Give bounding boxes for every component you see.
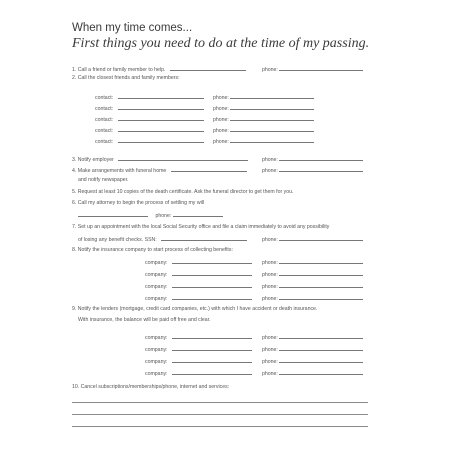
ssa-phone-field[interactable]	[279, 235, 363, 241]
lender-company-row: company:	[145, 345, 252, 354]
contact-phone-field[interactable]	[230, 93, 314, 99]
ssn-field[interactable]	[161, 235, 247, 241]
subscriptions-line[interactable]	[72, 414, 368, 415]
item-1-phone: phone:	[262, 65, 363, 74]
lender-company-row: company:	[145, 333, 252, 342]
item-5: 5. Request at least 10 copies of the death certificate. Ask the funeral director to get them for you.	[72, 189, 294, 195]
form-subtitle: First things you need to do at the time of my passing.	[72, 36, 370, 51]
item-1: 1. Call a friend or family member to help.	[72, 65, 246, 74]
contact-row: contact:	[95, 115, 204, 124]
contact-phone-field[interactable]	[230, 137, 314, 143]
attorney-field[interactable]	[78, 211, 148, 217]
item-4-continued: and notify newspaper.	[78, 177, 129, 183]
lender-phone-row: phone:	[262, 357, 363, 366]
lender-company-row: company:	[145, 369, 252, 378]
funeral-home-phone-field[interactable]	[279, 166, 363, 172]
lender-company-field[interactable]	[172, 333, 252, 339]
employer-phone-field[interactable]	[279, 155, 363, 161]
contact-phone-field[interactable]	[230, 126, 314, 132]
contact-field[interactable]	[118, 115, 204, 121]
item-7: 7. Set up an appointment with the local Social Security office and file a claim immediately to avoid any possibility	[72, 224, 330, 230]
item-8: 8. Notify the insurance company to start process of collecting benefits:	[72, 247, 233, 253]
insurance-phone-field[interactable]	[279, 294, 363, 300]
attorney-row: phone:	[78, 211, 223, 220]
item-3: 3. Notify employer	[72, 155, 248, 164]
lender-phone-field[interactable]	[279, 357, 363, 363]
insurance-company-field[interactable]	[172, 294, 252, 300]
contact-row: contact:	[95, 93, 204, 102]
insurance-company-field[interactable]	[172, 270, 252, 276]
contact-row: contact:	[95, 126, 204, 135]
insurance-phone-field[interactable]	[279, 282, 363, 288]
subscriptions-line[interactable]	[72, 402, 368, 403]
insurance-company-row: company:	[145, 258, 252, 267]
item-9-continued: With insurance, the balance will be paid off free and clear.	[78, 317, 211, 323]
insurance-phone-field[interactable]	[279, 270, 363, 276]
insurance-company-field[interactable]	[172, 282, 252, 288]
lender-company-field[interactable]	[172, 357, 252, 363]
insurance-phone-row: phone:	[262, 258, 363, 267]
lender-phone-field[interactable]	[279, 333, 363, 339]
lender-company-field[interactable]	[172, 345, 252, 351]
contact-phone-field[interactable]	[230, 115, 314, 121]
attorney-phone-field[interactable]	[173, 211, 223, 217]
lender-phone-row: phone:	[262, 369, 363, 378]
contact-field[interactable]	[118, 126, 204, 132]
contact-phone-row: phone:	[213, 126, 314, 135]
item-9: 9. Notify the lenders (mortgage, credit card companies, etc.) with which I have accident or death insurance.	[72, 306, 318, 312]
lender-phone-field[interactable]	[279, 345, 363, 351]
item-3-phone: phone:	[262, 155, 363, 164]
item-4-phone: phone:	[262, 166, 363, 175]
lender-phone-field[interactable]	[279, 369, 363, 375]
form-title: When my time comes...	[72, 22, 193, 34]
contact-phone-row: phone:	[213, 115, 314, 124]
insurance-company-field[interactable]	[172, 258, 252, 264]
item-2: 2. Call the closest friends and family members:	[72, 75, 180, 81]
item-4: 4. Make arrangements with funeral home	[72, 166, 247, 175]
item-1-name-field[interactable]	[170, 65, 246, 71]
funeral-home-field[interactable]	[171, 166, 247, 172]
subscriptions-line[interactable]	[72, 426, 368, 427]
item-1-phone-field[interactable]	[279, 65, 363, 71]
contact-field[interactable]	[118, 137, 204, 143]
contact-phone-field[interactable]	[230, 104, 314, 110]
contact-phone-row: phone:	[213, 137, 314, 146]
item-7-phone: phone:	[262, 235, 363, 244]
contact-phone-row: phone:	[213, 93, 314, 102]
lender-company-field[interactable]	[172, 369, 252, 375]
insurance-company-row: company:	[145, 294, 252, 303]
insurance-phone-row: phone:	[262, 270, 363, 279]
contact-row: contact:	[95, 104, 204, 113]
lender-phone-row: phone:	[262, 345, 363, 354]
contact-phone-row: phone:	[213, 104, 314, 113]
contact-field[interactable]	[118, 104, 204, 110]
item-7-continued: of losing any benefit checks. SSN:	[78, 235, 247, 244]
employer-field[interactable]	[118, 155, 248, 161]
contact-field[interactable]	[118, 93, 204, 99]
insurance-phone-row: phone:	[262, 282, 363, 291]
insurance-company-row: company:	[145, 282, 252, 291]
contact-row: contact:	[95, 137, 204, 146]
item-6: 6. Call my attorney to begin the process of settling my will	[72, 200, 205, 206]
item-10: 10. Cancel subscriptions/memberships/phone, internet and services:	[72, 384, 230, 390]
lender-company-row: company:	[145, 357, 252, 366]
insurance-phone-field[interactable]	[279, 258, 363, 264]
insurance-phone-row: phone:	[262, 294, 363, 303]
insurance-company-row: company:	[145, 270, 252, 279]
lender-phone-row: phone:	[262, 333, 363, 342]
